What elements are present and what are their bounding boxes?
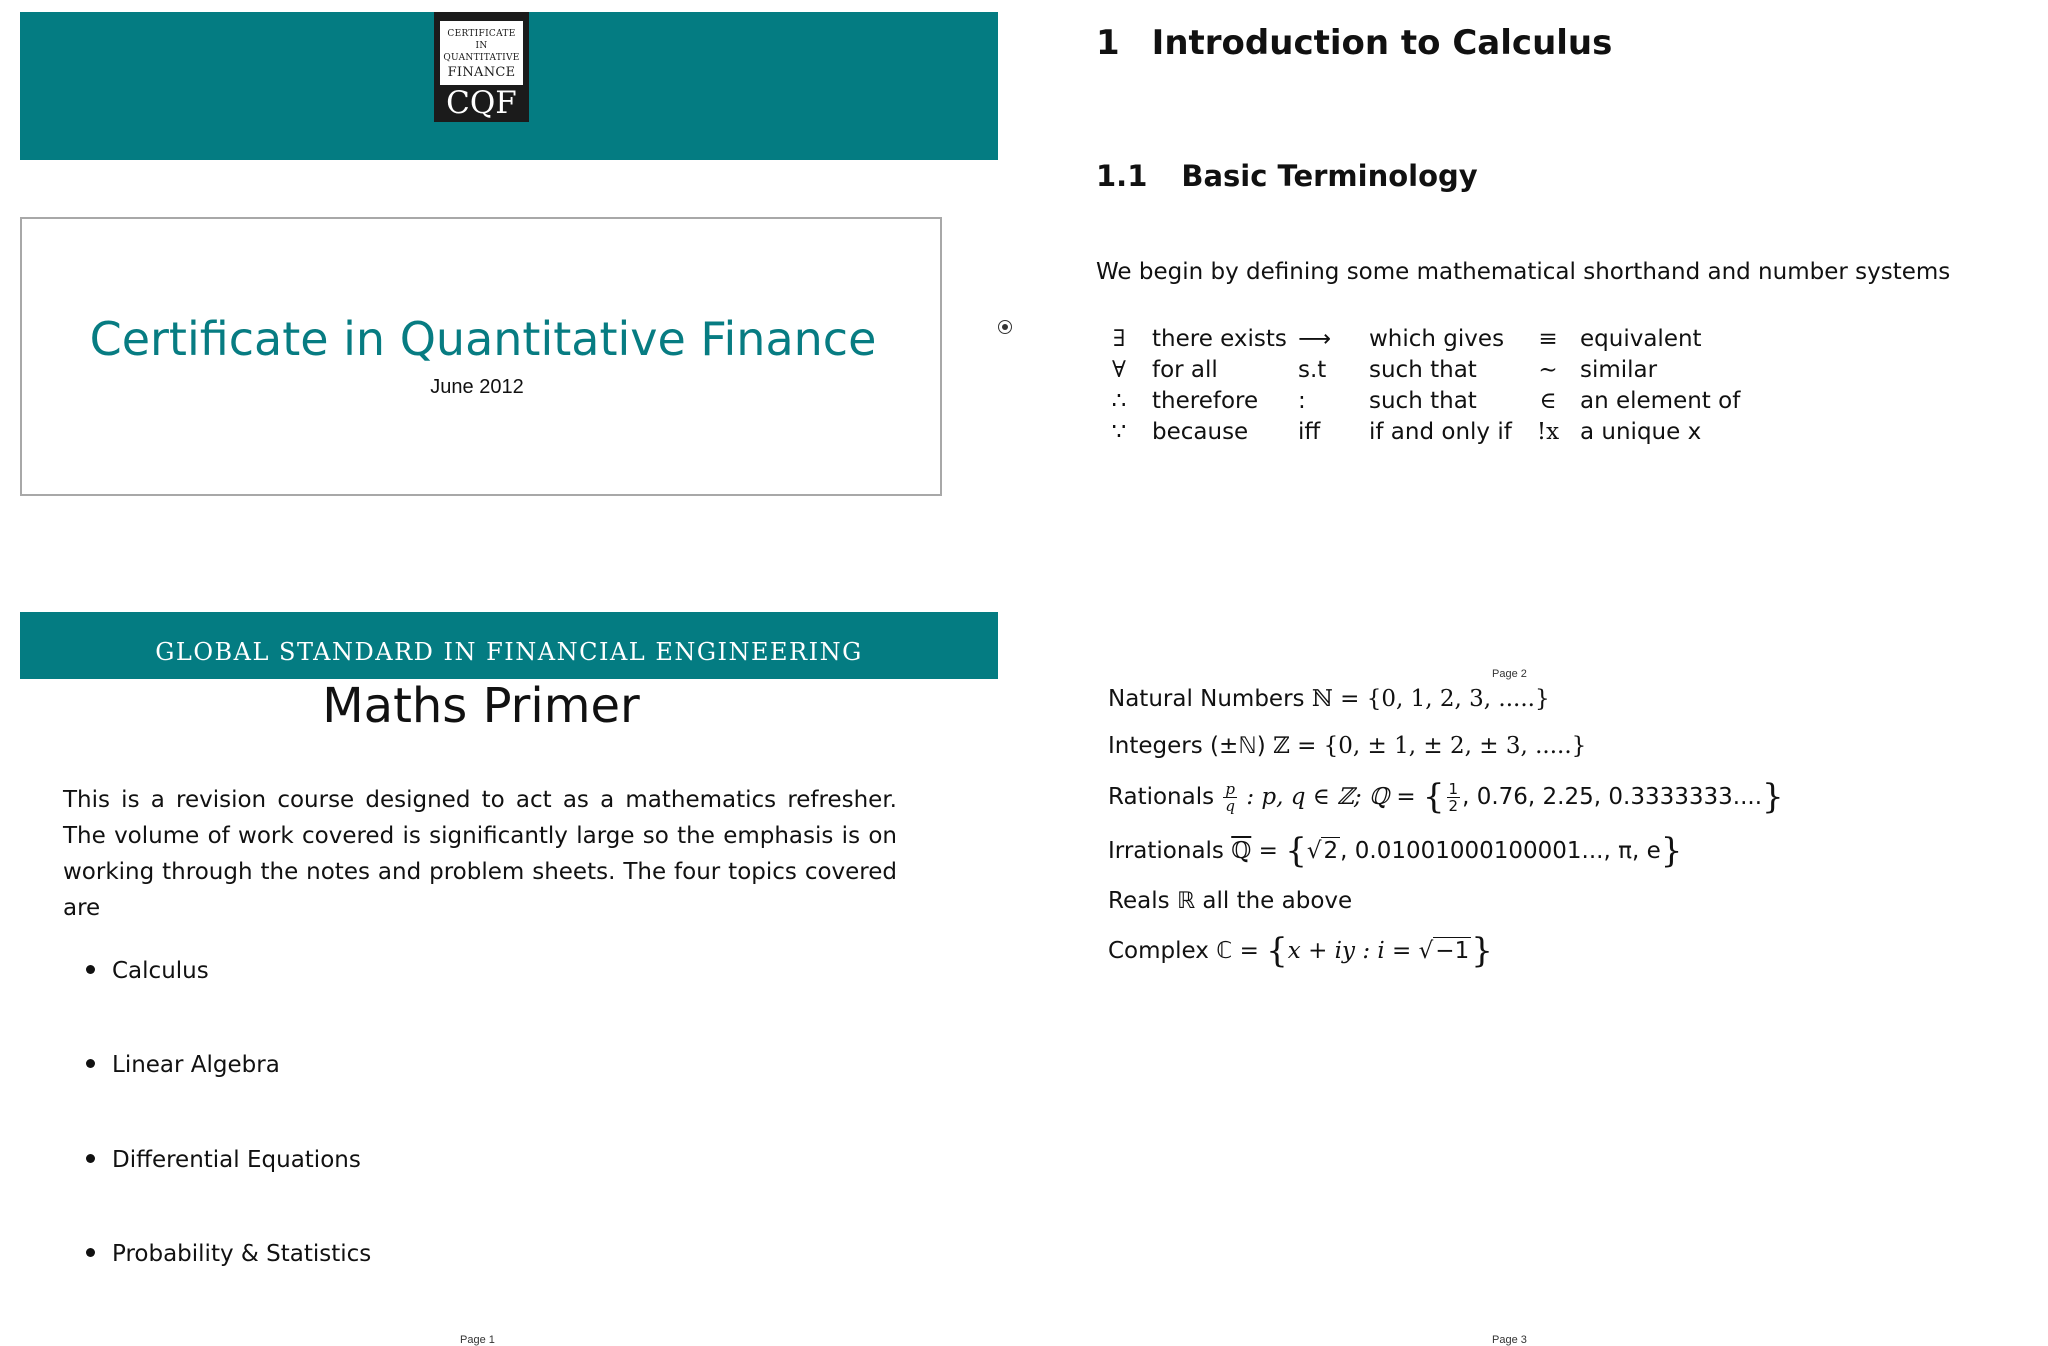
close-brace: } — [1762, 777, 1784, 817]
integers-label: Integers (±ℕ) — [1108, 733, 1266, 759]
symbol: ≡ — [1538, 326, 1558, 352]
topic-label: Calculus — [112, 958, 209, 984]
symbol-meaning: therefore — [1152, 388, 1259, 414]
symbol: ∀ — [1112, 357, 1126, 383]
symbol-meaning: which gives — [1369, 326, 1505, 352]
one-half-fraction: $\frac{1}{2}$ — [1448, 780, 1459, 815]
integers-set: ℤ = {0, ± 1, ± 2, ± 3, .....} — [1272, 733, 1587, 759]
page-number-3: Page 3 — [1492, 1334, 1527, 1346]
section-heading — [1096, 20, 1612, 66]
symbol-meaning: such that — [1369, 357, 1477, 383]
primer-intro-paragraph: This is a revision course designed to act as a mathematics refresher. The volume of work covered is significantly large so the emphasis is on working through the notes and problem sheets. The four topics covered are — [63, 787, 897, 921]
natural-numbers-line — [1108, 682, 1550, 716]
symbol-meaning: because — [1152, 419, 1249, 445]
symbol: !x — [1536, 419, 1560, 445]
close-brace: } — [1471, 931, 1493, 971]
topic-list-item — [86, 1145, 361, 1175]
cover-title-box — [20, 217, 942, 496]
reals-line: Reals ℝ all the above — [1108, 888, 1353, 914]
symbol: : — [1298, 388, 1306, 414]
document-date: June 2012 — [430, 376, 524, 398]
symbol-meaning: an element of — [1580, 388, 1741, 414]
close-brace: } — [1660, 831, 1683, 871]
topic-list-item — [86, 1050, 280, 1080]
bullet-icon — [86, 1154, 95, 1163]
symbol-meaning: such that — [1369, 388, 1477, 414]
sqrt-argument: −1 — [1435, 938, 1470, 964]
logo-line-1: CERTIFICATE IN — [447, 29, 516, 51]
symbol: ∴ — [1111, 388, 1127, 414]
rationals-values: , 0.76, 2.25, 0.3333333.... — [1462, 784, 1763, 810]
symbol: ⟶ — [1298, 326, 1331, 352]
sqrt-icon: √ — [1306, 838, 1322, 864]
symbol: ∵ — [1111, 419, 1127, 445]
topic-label: Differential Equations — [112, 1147, 361, 1173]
rationals-label: Rationals — [1108, 784, 1215, 810]
topic-label: Probability & Statistics — [112, 1241, 372, 1267]
section-title: Introduction to Calculus — [1151, 23, 1613, 63]
open-brace: { — [1285, 831, 1307, 871]
topic-label: Linear Algebra — [112, 1052, 280, 1078]
logo-brand: CQF — [446, 85, 517, 121]
section-number: 1 — [1096, 23, 1120, 63]
irrationals-values: , 0.01001000100001..., π, e — [1340, 838, 1661, 864]
logo-line-2: QUANTITATIVE — [443, 53, 520, 63]
rationals-condition: : p, q ∈ ℤ; ℚ = — [1246, 784, 1416, 810]
document-title: Certificate in Quantitative Finance — [89, 312, 877, 366]
natural-numbers-label: Natural Numbers — [1108, 686, 1305, 712]
symbol-meaning: for all — [1152, 357, 1218, 383]
symbol: ∼ — [1538, 357, 1558, 383]
bullet-icon — [86, 1059, 95, 1068]
irrationals-line — [1108, 831, 1683, 871]
bullet-icon — [86, 1248, 95, 1257]
topic-list-item — [86, 1239, 371, 1269]
topic-list-item — [86, 956, 209, 986]
p-over-q-fraction: $\frac{p}{q}$ — [1225, 780, 1236, 815]
cqf-logo — [434, 12, 529, 122]
natural-numbers-set: ℕ = {0, 1, 2, 3, .....} — [1311, 686, 1550, 712]
symbol-meaning: similar — [1580, 357, 1658, 383]
symbol-meaning: if and only if — [1369, 419, 1512, 445]
rationals-line — [1108, 777, 1784, 817]
subsection-heading — [1096, 156, 1478, 196]
irrationals-label: Irrationals — [1108, 838, 1224, 864]
cursor-marker-icon — [998, 320, 1012, 334]
symbol: ∈ — [1539, 388, 1557, 414]
page-number-2: Page 2 — [1492, 668, 1527, 680]
logo-line-3: FINANCE — [447, 65, 516, 80]
global-standard-banner: GLOBAL STANDARD IN FINANCIAL ENGINEERING — [20, 612, 998, 679]
open-brace: { — [1266, 931, 1288, 971]
section-intro: We begin by defining some mathematical shorthand and number systems — [1096, 259, 1951, 285]
sqrt-icon: √ — [1418, 938, 1434, 964]
complex-body: x + iy : i = — [1287, 938, 1412, 964]
irrationals-symbol: ℚ — [1231, 838, 1252, 864]
complex-line — [1108, 931, 1493, 971]
subsection-number: 1.1 — [1096, 159, 1148, 193]
symbol-meaning: there exists — [1152, 326, 1287, 352]
symbol-meaning: equivalent — [1580, 326, 1702, 352]
integers-line — [1108, 729, 1586, 763]
primer-title: Maths Primer — [322, 678, 640, 734]
bullet-icon — [86, 965, 95, 974]
symbol: ∃ — [1112, 326, 1126, 352]
page-number-1: Page 1 — [460, 1334, 495, 1346]
open-brace: { — [1422, 777, 1445, 817]
complex-label: Complex ℂ = — [1108, 938, 1259, 964]
symbol: s.t — [1298, 357, 1327, 383]
sqrt-argument: 2 — [1323, 838, 1339, 864]
equals-sign: = — [1258, 838, 1278, 864]
symbol-meaning: a unique x — [1580, 419, 1702, 445]
subsection-title: Basic Terminology — [1181, 159, 1478, 193]
symbol: iff — [1298, 419, 1321, 445]
